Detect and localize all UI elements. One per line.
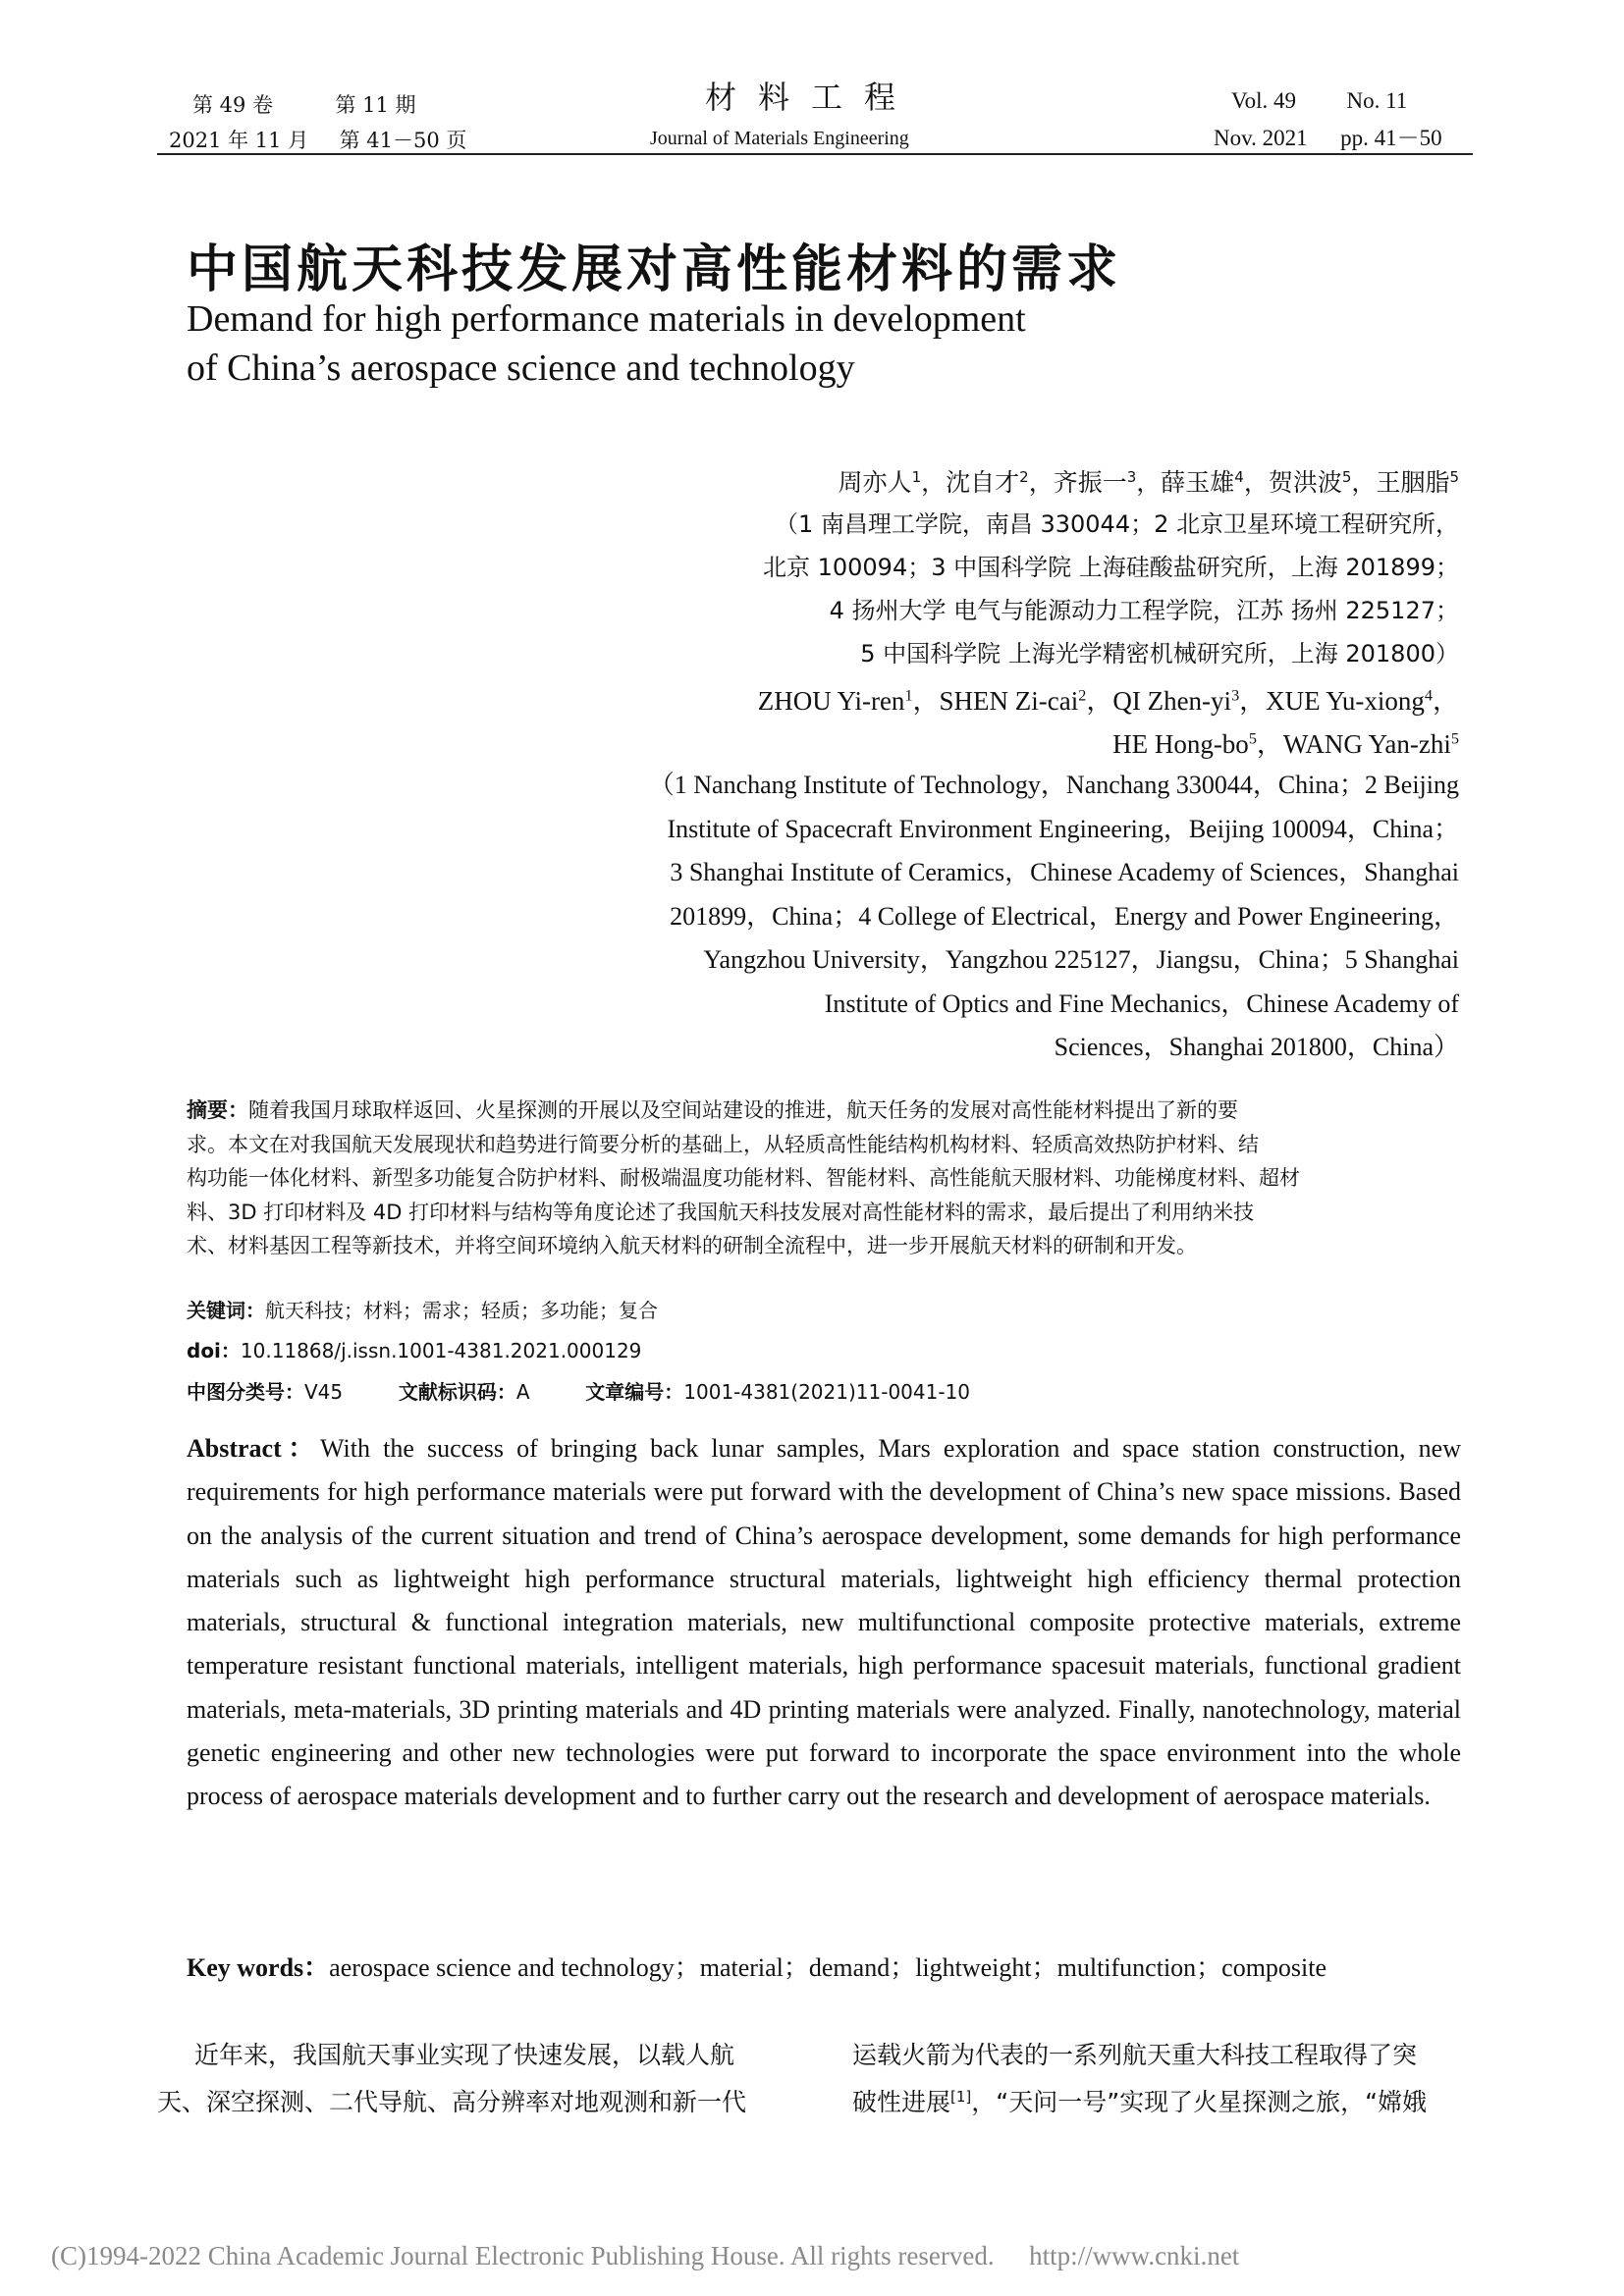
authors-en: ZHOU Yi-ren$^1$，SHEN Zi-cai$^2$，QI Zhen-$yi^3$，XUE Yu-xiong$^4$， HE Hong-$bo^5$，WANG Yan-zhi$^5$ <box>757 686 1459 759</box>
affiliation-en-line: 3 Shanghai Institute of Ceramics，Chinese Academy of Sciences，Shanghai <box>670 858 1459 886</box>
header-date-en: Nov. 2021 <box>1214 126 1308 150</box>
abstract-cn-line: 术、材料基因工程等新技术，并将空间环境纳入航天材料的研制全流程中，进一步开展航天材料的研制和开发。 <box>187 1234 1197 1257</box>
header-date-pages-en <box>1214 124 1442 153</box>
footer <box>51 2241 1239 2271</box>
affiliation-en-line: 201899，China；4 College of Electrical，Energy and Power Engineering， <box>670 901 1459 931</box>
abstract-cn-line: 随着我国月球取样返回、火星探测的开展以及空间站建设的推进，航天任务的发展对高性能材料提出了新的要 <box>248 1098 1238 1122</box>
author-affiliation-marker: 5 <box>1450 729 1459 748</box>
affiliation-cn-line: 北京 100094；3 中国科学院 上海硅酸盐研究所，上海 201899； <box>762 554 1459 581</box>
author-name: QI Zhen-yi <box>1112 686 1232 716</box>
body-line-text: 破性进展 <box>852 2088 951 2116</box>
footer-url[interactable]: http://www.cnki.net <box>1029 2241 1240 2270</box>
body-line-text: ，“天问一号”实现了火星探测之旅，“嫦娥 <box>971 2088 1428 2116</box>
affiliation-en-line: （1 Nanchang Institute of Technology，Nanchang 330044，China；2 Beijing <box>648 771 1459 799</box>
doi-label: doi： <box>187 1339 241 1362</box>
classification <box>187 1377 970 1407</box>
header-pages-en: pp. 41－50 <box>1340 126 1442 150</box>
abstract-cn-line: 求。本文在对我国航天发展现状和趋势进行简要分析的基础上，从轻质高性能结构机构材料、轻质高效热防护材料、结 <box>187 1132 1259 1156</box>
body-line: 天、深空探测、二代导航、高分辨率对地观测和新一代 <box>157 2088 747 2116</box>
author-affiliation-marker: 5 <box>1248 729 1257 748</box>
author-name: 周亦人 <box>838 468 912 497</box>
header-pages-cn: 第 41－50 页 <box>339 129 467 152</box>
doc-code-value: A <box>515 1380 530 1404</box>
header-volume-issue-en <box>1231 86 1407 116</box>
author-affiliation-marker: 5 <box>1341 468 1352 486</box>
title-cn: 中国航天科技发展对高性能材料的需求 <box>187 240 1122 299</box>
abstract-en-label: Abstract： <box>187 1434 321 1463</box>
author-name: SHEN Zi-cai <box>939 686 1079 716</box>
abstract-en-text: With the success of bringing back lunar samples, Mars exploration and space station construction, new requirements for high performance materials were put forward with the development of China’s new space missions. Based on the analysis of the current situation and trend of China’s aerospace development, some demands for high performance materials such as lightweight high performance structural materials, lightweight high efficiency thermal protection materials, structural & functional integration materials, new multifunctional composite protective materials, extreme temperature resistant functional materials, intelligent materials, high performance spacesuit materials, functional gradient materials, meta-materials, 3D printing materials and 4D printing materials were analyzed. Finally, nanotechnology, material genetic engineering and other new technologies were put forward to incorporate the space environment into the whole process of aerospace materials development and to further carry out the research and development of aerospace materials. <box>187 1434 1461 1811</box>
author-affiliation-marker: 1 <box>911 468 922 486</box>
citation-ref[interactable]: [1] <box>950 2088 972 2106</box>
author-name: XUE Yu-xiong <box>1266 686 1425 716</box>
footer-copyright: (C)1994-2022 China Academic Journal Electronic Publishing House. All rights reserved. <box>51 2241 995 2270</box>
doc-code-label: 文献标识码： <box>398 1380 516 1404</box>
affiliations-cn <box>763 503 1459 675</box>
affiliation-cn-line: 4 扬州大学 电气与能源动力工程学院，江苏 扬州 225127； <box>829 597 1459 624</box>
keywords-cn-text: 航天科技；材料；需求；轻质；多功能；复合 <box>265 1299 658 1322</box>
author-affiliation-marker: 3 <box>1126 468 1137 486</box>
body-left-column <box>157 2032 746 2126</box>
abstract-cn-line: 构功能一体化材料、新型多功能复合防护材料、耐极端温度功能材料、智能材料、高性能航天服材料、功能梯度材料、超材 <box>187 1166 1300 1190</box>
author-name: 薛玉雄 <box>1161 468 1235 497</box>
header-volume-cn: 第 49 卷 <box>192 93 274 117</box>
abstract-cn-label: 摘要： <box>187 1098 248 1122</box>
header-date-cn: 2021 年 11 月 <box>169 129 309 152</box>
affiliation-en-line: Institute of Optics and Fine Mechanics，Chinese Academy of <box>824 988 1459 1018</box>
affiliation-en-line: Institute of Spacecraft Environment Engineering，Beijing 100094，China； <box>667 814 1459 843</box>
keywords-en-text: aerospace science and technology；material；demand；lightweight；multifunction；composite <box>329 1953 1327 1982</box>
author-affiliation-marker: 1 <box>904 686 913 705</box>
author-name: 齐振一 <box>1053 468 1127 497</box>
doi <box>187 1336 641 1365</box>
author-name: 贺洪波 <box>1268 468 1342 497</box>
author-name: HE Hong-bo <box>1112 729 1249 759</box>
author-affiliation-marker: 2 <box>1078 686 1087 705</box>
author-affiliation-marker: 4 <box>1234 468 1244 486</box>
header-issue-cn: 第 11 期 <box>335 93 416 117</box>
abstract-cn-line: 料、3D 打印材料及 4D 打印材料与结构等角度论述了我国航天科技发展对高性能材料的需求，最后提出了利用纳米技 <box>187 1200 1255 1224</box>
author-affiliation-marker: 2 <box>1019 468 1029 486</box>
author-affiliation-marker: 4 <box>1424 686 1433 705</box>
author-affiliation-marker: 3 <box>1231 686 1240 705</box>
abstract-cn <box>187 1094 1459 1263</box>
header-volume-issue-cn <box>192 90 416 120</box>
affiliation-cn-line: （1 南昌理工学院，南昌 330044；2 北京卫星环境工程研究所， <box>774 510 1459 538</box>
author-name: WANG Yan-zhi <box>1282 729 1451 759</box>
title-en <box>187 294 1316 393</box>
keywords-cn <box>187 1296 658 1325</box>
affiliation-en-line: Sciences，Shanghai 201800，China） <box>1054 1033 1459 1061</box>
author-name: 沈自才 <box>946 468 1020 497</box>
header-rule <box>157 153 1473 155</box>
keywords-en-label: Key words： <box>187 1953 330 1982</box>
author-name: ZHOU Yi-ren <box>757 686 905 716</box>
abstract-en <box>187 1427 1461 1819</box>
doi-text: 10.11868/j.issn.1001-4381.2021.000129 <box>240 1339 642 1362</box>
clc-value: V45 <box>304 1380 344 1404</box>
title-en-line-1: Demand for high performance materials in development <box>187 298 1026 340</box>
article-no-label: 文章编号： <box>585 1380 684 1404</box>
clc-label: 中图分类号： <box>187 1380 304 1404</box>
body-line: 运载火箭为代表的一系列航天重大科技工程取得了突 <box>852 2041 1418 2069</box>
body-line <box>157 2032 746 2079</box>
affiliation-en-line: Yangzhou University，Yangzhou 225127，Jiangsu，China；5 Shanghai <box>703 945 1459 974</box>
keywords-cn-label: 关键词： <box>187 1299 265 1322</box>
header-date-pages-cn <box>169 126 466 155</box>
author-name: 王胭脂 <box>1376 468 1450 497</box>
authors-cn: 周亦人$^1$，沈自才$^2$，齐振一$^3$，薛玉雄$^4$，贺洪波$^5$，王胭脂$^5$ <box>838 468 1459 497</box>
author-affiliation-marker: 5 <box>1449 468 1459 486</box>
body-line <box>852 2079 1427 2126</box>
header-issue-en: No. 11 <box>1346 88 1408 113</box>
title-en-line-2: of China’s aerospace science and technology <box>187 347 855 389</box>
body-right-column <box>852 2032 1427 2126</box>
body-line-text: 近年来，我国航天事业实现了快速发展，以载人航 <box>194 2041 735 2069</box>
article-no-value: 1001-4381(2021)11-0041-10 <box>683 1380 971 1404</box>
affiliation-cn-line: 5 中国科学院 上海光学精密机械研究所，上海 201800） <box>860 640 1459 667</box>
keywords-en <box>187 1949 1326 1988</box>
header-volume-en: Vol. 49 <box>1231 88 1297 113</box>
header-journal-en: Journal of Materials Engineering <box>650 128 909 149</box>
header-journal-cn: 材料工程 <box>705 79 918 116</box>
affiliations-en <box>649 764 1459 1070</box>
